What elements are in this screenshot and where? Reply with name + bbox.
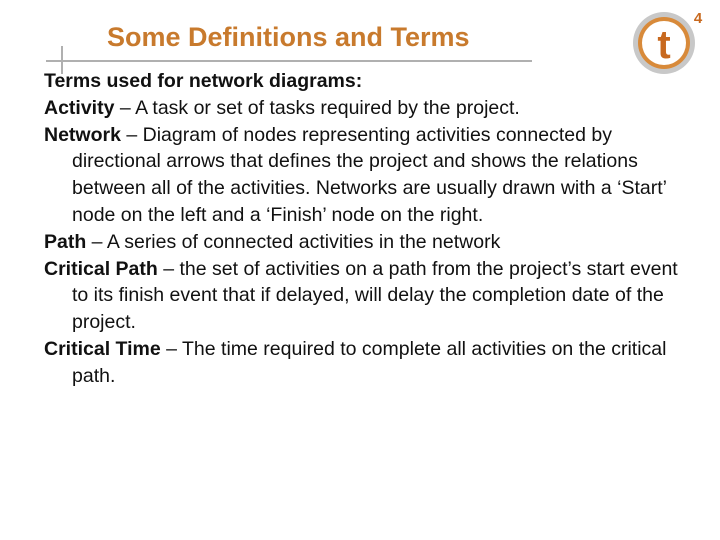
definition-text: The time required to complete all activities on the critical path. [72, 337, 667, 387]
definition-text: A task or set of tasks required by the project. [135, 96, 520, 119]
slide-title: Some Definitions and Terms [107, 22, 470, 52]
definition-separator: – [114, 96, 136, 119]
t4-logo-icon [628, 6, 710, 76]
definition-term: Network [44, 123, 121, 146]
definition-text: the set of activities on a path from the project’s start event to its finish event that if delayed, will delay the completion date of the project. [72, 257, 678, 334]
logo-superscript: 4 [693, 10, 703, 27]
definitions-body [44, 68, 684, 390]
title-underline [46, 60, 532, 62]
definition-critical-path [44, 256, 684, 336]
definition-text: A series of connected activities in the network [106, 230, 501, 253]
definition-text: Diagram of nodes representing activities connected by directional arrows that defines the project and shows the relations between all of the activities. Networks are usually drawn with a ‘Start’ node on the left and a ‘Finish’ node on the right. [72, 123, 667, 226]
intro-line: Terms used for network diagrams: [44, 70, 363, 92]
definition-term: Critical Time [44, 337, 161, 360]
logo-letter: t [657, 23, 671, 67]
definition-separator: – [120, 123, 143, 146]
logo-graphic [628, 6, 710, 76]
definition-critical-time [44, 336, 684, 390]
definition-separator: – [160, 337, 183, 360]
definition-term: Activity [44, 96, 115, 119]
definition-separator: – [157, 257, 180, 280]
definition-term: Path [44, 230, 87, 253]
definition-separator: – [86, 230, 107, 253]
definition-path [44, 229, 684, 256]
definition-activity [44, 95, 684, 122]
definition-network [44, 122, 684, 229]
definition-term: Critical Path [44, 257, 158, 280]
